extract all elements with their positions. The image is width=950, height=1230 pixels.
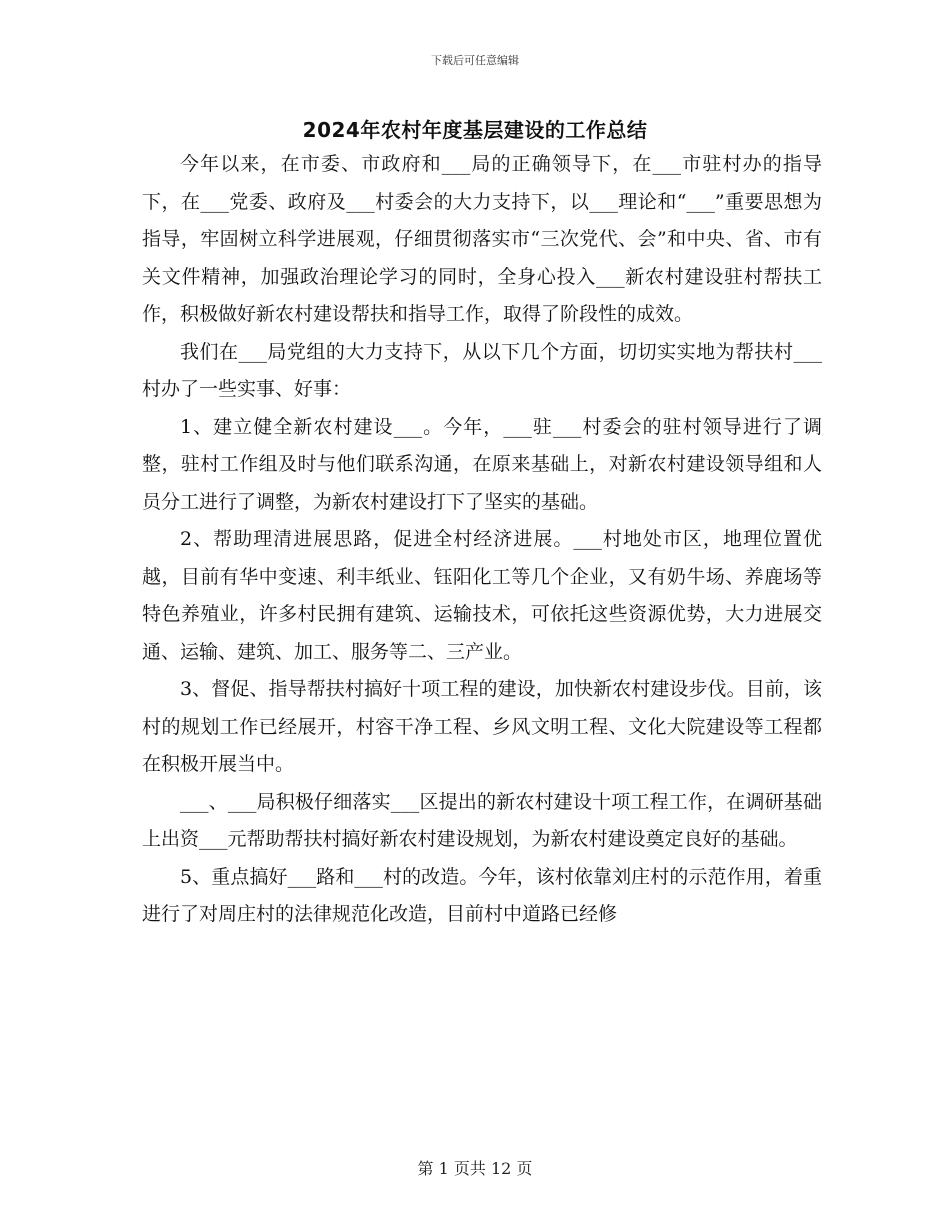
- document-body: [142, 146, 822, 934]
- page-header: 下载后可任意编辑: [431, 54, 519, 67]
- paragraph-item-1: 1、建立健全新农村建设___。今年，___驻___村委会的驻村领导进行了调整，驻村工作组及时与他们联系沟通，在原来基础上，对新农村建设领导组和人员分工进行了调整，为新农村建设打下了坚实的基础。: [142, 415, 822, 513]
- paragraph-item-2: 2、帮助理清进展思路，促进全村经济进展。___村地处市区，地理位置优越，目前有华中变速、利丰纸业、钰阳化工等几个企业，又有奶牛场、养鹿场等特色养殖业，许多村民拥有建筑、运输技术，可依托这些资源优势，大力进展交通、运输、建筑、加工、服务等二、三产业。: [142, 528, 822, 663]
- paragraph-overview: 我们在___局党组的大力支持下，从以下几个方面，切切实实地为帮扶村___村办了一些实事、好事：: [142, 340, 822, 400]
- paragraph-intro: 今年以来，在市委、市政府和___局的正确领导下，在___市驻村办的指导下，在___党委、政府及___村委会的大力支持下，以___理论和“___”重要思想为指导，牢固树立科学进展观，仔细贯彻落实市“三次党代、会”和中央、省、市有关文件精神，加强政治理论学习的同时，全身心投入___新农村建设驻村帮扶工作，积极做好新农村建设帮扶和指导工作，取得了阶段性的成效。: [142, 153, 822, 325]
- page-number-footer: 第 1 页共 12 页: [417, 1159, 533, 1178]
- paragraph-item-5: 5、重点搞好___路和___村的改造。今年，该村依靠刘庄村的示范作用，着重进行了对周庄村的法律规范化改造，目前村中道路已经修: [142, 865, 822, 925]
- paragraph-item-3: 3、督促、指导帮扶村搞好十项工程的建设，加快新农村建设步伐。目前，该村的规划工作已经展开，村容干净工程、乡风文明工程、文化大院建设等工程都在积极开展当中。: [142, 678, 822, 775]
- paragraph-item-4: ___、___局积极仔细落实___区提出的新农村建设十项工程工作，在调研基础上出资___元帮助帮扶村搞好新农村建设规划，为新农村建设奠定良好的基础。: [142, 790, 822, 850]
- document-title: 2024年农村年度基层建设的工作总结: [302, 118, 648, 142]
